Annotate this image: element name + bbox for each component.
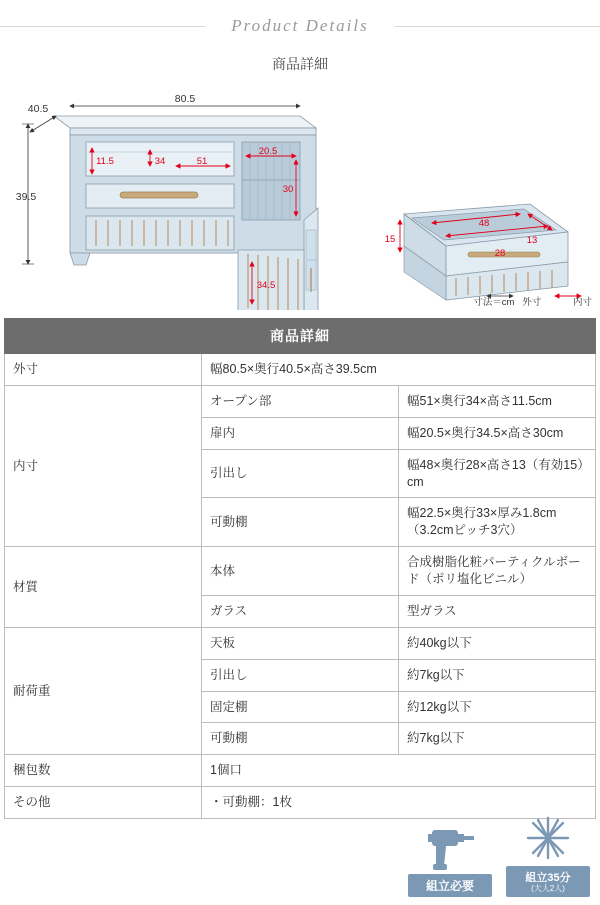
row-value: 型ガラス	[399, 595, 596, 627]
units-inner-label: 内寸	[572, 297, 592, 308]
row-key-secondary: ガラス	[202, 595, 399, 627]
table-row	[5, 627, 596, 659]
page-subtitle: 商品詳細	[272, 56, 328, 72]
spec-table-wrap	[0, 318, 600, 819]
assembly-time-sub: (大人2人)	[531, 884, 565, 894]
row-key-primary: その他	[5, 787, 202, 819]
svg-text:15: 15	[384, 234, 396, 245]
assembly-time-main: 組立35分	[525, 872, 571, 885]
table-row	[5, 755, 596, 787]
units-note-label: 寸法＝cm	[473, 297, 515, 308]
svg-text:13: 13	[526, 235, 538, 246]
row-key-secondary: 引出し	[202, 659, 399, 691]
row-value: 幅48×奥行28×高さ13（有効15）cm	[399, 449, 596, 498]
table-row	[5, 547, 596, 596]
table-caption-row	[5, 319, 596, 354]
row-value: 1個口	[202, 755, 596, 787]
svg-text:30: 30	[282, 184, 294, 195]
row-key-primary: 外寸	[5, 354, 202, 386]
row-key-secondary: オープン部	[202, 385, 399, 417]
product-diagram	[0, 80, 600, 310]
row-value: 約40kg以下	[399, 627, 596, 659]
svg-text:11.5: 11.5	[96, 156, 114, 167]
row-key-secondary: 固定棚	[202, 691, 399, 723]
row-value: ・可動棚：1枚	[202, 787, 596, 819]
svg-text:34.5: 34.5	[256, 280, 276, 291]
svg-text:51: 51	[196, 156, 208, 167]
row-value: 幅51×奥行34×高さ11.5cm	[399, 385, 596, 417]
svg-text:20.5: 20.5	[258, 146, 278, 157]
row-value: 約7kg以下	[399, 723, 596, 755]
row-value: 約7kg以下	[399, 659, 596, 691]
row-key-primary: 内寸	[5, 385, 202, 546]
row-value: 幅22.5×奥行33×厚み1.8cm（3.2cmピッチ3穴）	[399, 498, 596, 547]
svg-text:48: 48	[478, 218, 490, 229]
row-value: 幅20.5×奥行34.5×高さ30cm	[399, 417, 596, 449]
svg-text:28: 28	[494, 248, 506, 259]
row-key-secondary: 本体	[202, 547, 399, 596]
page-title: Product Details	[205, 16, 395, 36]
row-key-secondary: 可動棚	[202, 498, 399, 547]
sparkle-icon	[506, 812, 590, 866]
svg-text:40.5: 40.5	[27, 103, 49, 115]
row-key-primary: 耐荷重	[5, 627, 202, 755]
row-value: 幅80.5×奥行40.5×高さ39.5cm	[202, 354, 596, 386]
row-key-secondary: 天板	[202, 627, 399, 659]
row-value: 合成樹脂化粧パーティクルボード（ポリ塩化ビニル）	[399, 547, 596, 596]
table-row	[5, 385, 596, 417]
table-row	[5, 354, 596, 386]
units-legend	[473, 294, 592, 308]
spec-table	[4, 318, 596, 819]
svg-text:39.5: 39.5	[15, 191, 37, 203]
row-key-secondary: 可動棚	[202, 723, 399, 755]
footer-badges	[408, 812, 590, 897]
row-key-secondary: 扉内	[202, 417, 399, 449]
row-key-primary: 材質	[5, 547, 202, 628]
row-key-primary: 梱包数	[5, 755, 202, 787]
assembly-required-label: 組立必要	[408, 874, 492, 897]
assembly-time-badge	[506, 812, 590, 897]
diagram-svg	[0, 80, 600, 310]
table-caption: 商品詳細	[5, 319, 596, 354]
units-outer-label: 外寸	[522, 297, 542, 308]
svg-text:34: 34	[154, 156, 166, 167]
row-key-secondary: 引出し	[202, 449, 399, 498]
assembly-required-badge	[408, 820, 492, 897]
drill-icon	[408, 820, 492, 874]
assembly-time-label	[506, 866, 590, 897]
row-value: 約12kg以下	[399, 691, 596, 723]
svg-text:80.5: 80.5	[174, 93, 196, 105]
page-header	[0, 0, 600, 52]
